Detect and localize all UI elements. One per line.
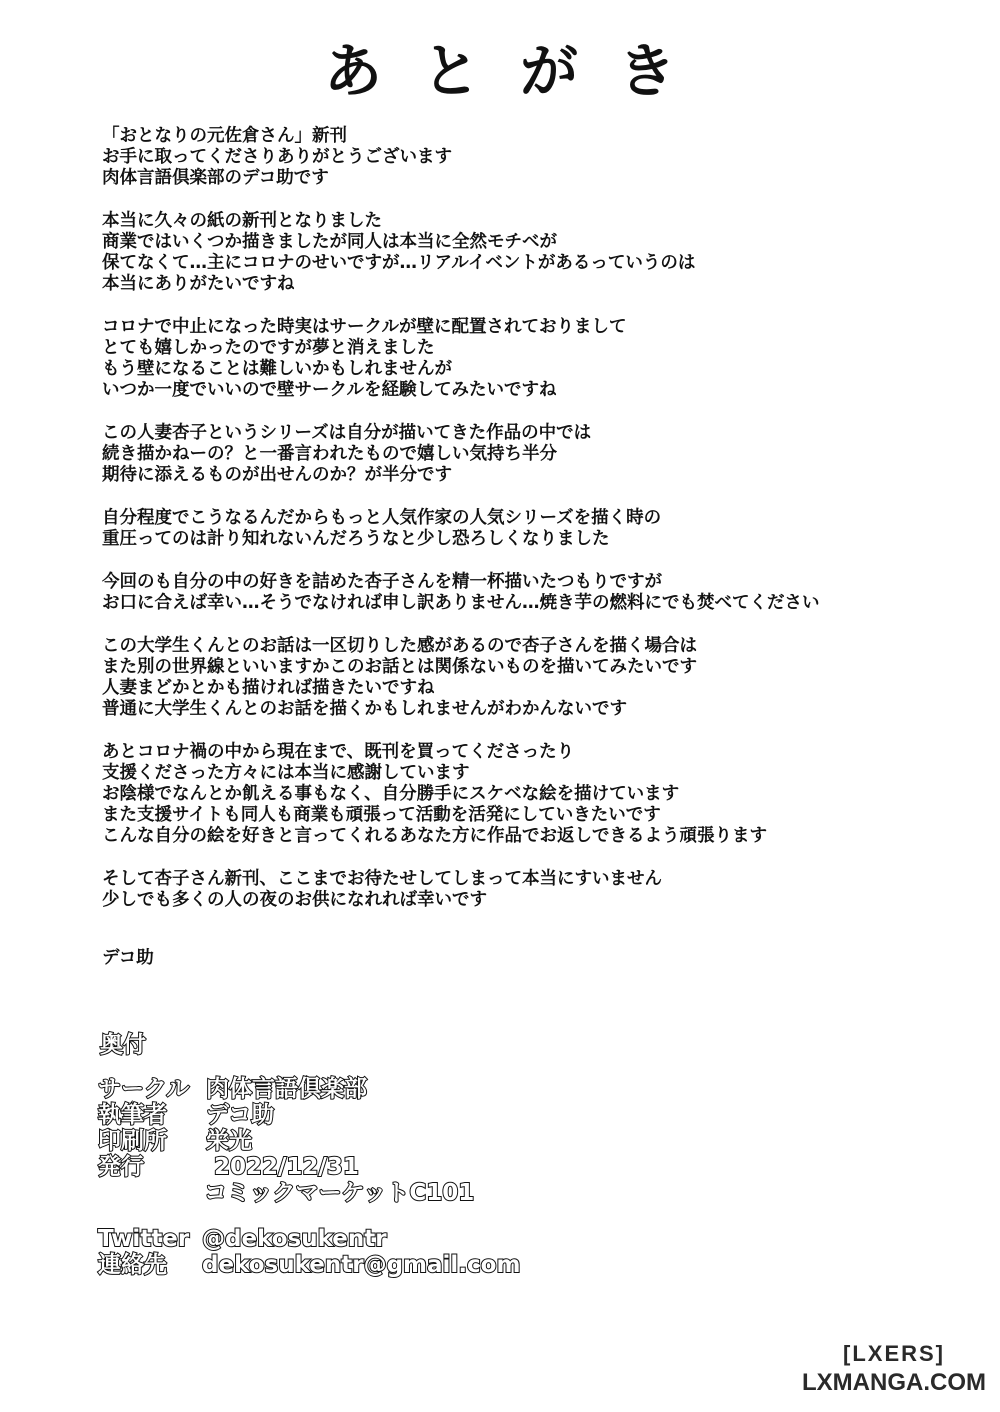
paragraph: [102, 126, 942, 189]
watermark-bottom: LXMANGA.COM: [802, 1369, 986, 1396]
paragraph: [102, 508, 942, 550]
issued-date: 2022/12/31: [214, 1154, 359, 1180]
watermark-top: [LXERS]: [843, 1341, 945, 1366]
text-line: 自分程度でこうなるんだからもっと人気作家の人気シリーズを描く時の: [102, 508, 662, 528]
text-line: 支援くださった方々には本当に感謝しています: [102, 763, 470, 783]
author-label: 執筆者: [98, 1102, 167, 1128]
text-line: あとコロナ禍の中から現在まで、既刊を買ってくださったり: [102, 742, 575, 762]
text-line: 続き描かねーの？と一番言われたもので嬉しい気持ち半分: [102, 444, 557, 464]
text-line: お陰様でなんとか飢える事もなく、自分勝手にスケベな絵を描けています: [102, 784, 680, 804]
text-line: 人妻まどかとかも描ければ描きたいですね: [102, 678, 435, 698]
text-line: 少しでも多くの人の夜のお供になれれば幸いです: [102, 890, 487, 910]
colophon-heading: 奥付: [100, 1032, 146, 1058]
twitter-handle: @dekosukentr: [202, 1226, 387, 1252]
author-value: デコ助: [206, 1102, 275, 1128]
contact-label: 連絡先: [98, 1252, 167, 1278]
issued-event: コミックマーケットC101: [204, 1180, 475, 1206]
text-line: 商業ではいくつか描きましたが同人は本当に全然モチベが: [102, 232, 557, 252]
paragraph: [102, 636, 942, 720]
text-line: そして杏子さん新刊、ここまでお待たせしてしまって本当にすいません: [102, 869, 662, 889]
paragraph: [102, 423, 942, 486]
author-signature: デコ助: [102, 948, 154, 968]
text-line: お口に合えば幸い…そうでなければ申し訳ありません…焼き芋の燃料にでも焚べてください: [102, 593, 820, 613]
text-line: この人妻杏子というシリーズは自分が描いてきた作品の中では: [102, 423, 592, 443]
site-watermark: [802, 1340, 986, 1398]
text-line: 本当にありがたいですね: [102, 274, 295, 294]
text-line: 本当に久々の紙の新刊となりました: [102, 211, 382, 231]
twitter-label: Twitter: [98, 1226, 190, 1252]
text-line: 期待に添えるものが出せんのか？が半分です: [102, 465, 452, 485]
text-line: とても嬉しかったのですが夢と消えました: [102, 338, 435, 358]
text-line: また別の世界線といいますかこのお話とは関係ないものを描いてみたいです: [102, 657, 697, 677]
text-line: 普通に大学生くんとのお話を描くかもしれませんがわかんないです: [102, 699, 627, 719]
text-line: もう壁になることは難しいかもしれませんが: [102, 359, 452, 379]
text-line: こんな自分の絵を好きと言ってくれるあなた方に作品でお返しできるよう頑張ります: [102, 826, 767, 846]
paragraph: [102, 869, 942, 911]
contact-email: dekosukentr@gmail.com: [202, 1252, 521, 1278]
circle-value: 肉体言語倶楽部: [206, 1076, 367, 1102]
text-line: 重圧ってのは計り知れないんだろうなと少し恐ろしくなりました: [102, 529, 610, 549]
page-title: あとがき: [323, 37, 716, 105]
text-line: 今回のも自分の中の好きを詰めた杏子さんを精一杯描いたつもりですが: [102, 572, 662, 592]
printer-label: 印刷所: [98, 1128, 167, 1154]
text-line: 肉体言語倶楽部のデコ助です: [102, 168, 329, 188]
paragraph: [102, 317, 942, 401]
paragraph: [102, 742, 942, 847]
issued-label: 発行: [98, 1154, 144, 1180]
printer-value: 栄光: [206, 1128, 252, 1154]
paragraph: [102, 211, 942, 295]
text-line: 「おとなりの元佐倉さん」新刊: [102, 126, 347, 146]
text-line: また支援サイトも同人も商業も頑張って活動を活発にしていきたいです: [102, 805, 661, 825]
text-line: いつか一度でいいので壁サークルを経験してみたいですね: [102, 380, 557, 400]
text-line: この大学生くんとのお話は一区切りした感があるので杏子さんを描く場合は: [102, 636, 697, 656]
afterword-body: [102, 126, 942, 933]
circle-label: サークル: [98, 1076, 190, 1102]
text-line: コロナで中止になった時実はサークルが壁に配置されておりまして: [102, 317, 627, 337]
text-line: お手に取ってくださりありがとうございます: [102, 147, 452, 167]
paragraph: [102, 572, 942, 614]
text-line: 保てなくて…主にコロナのせいですが…リアルイベントがあるっていうのは: [102, 253, 696, 273]
